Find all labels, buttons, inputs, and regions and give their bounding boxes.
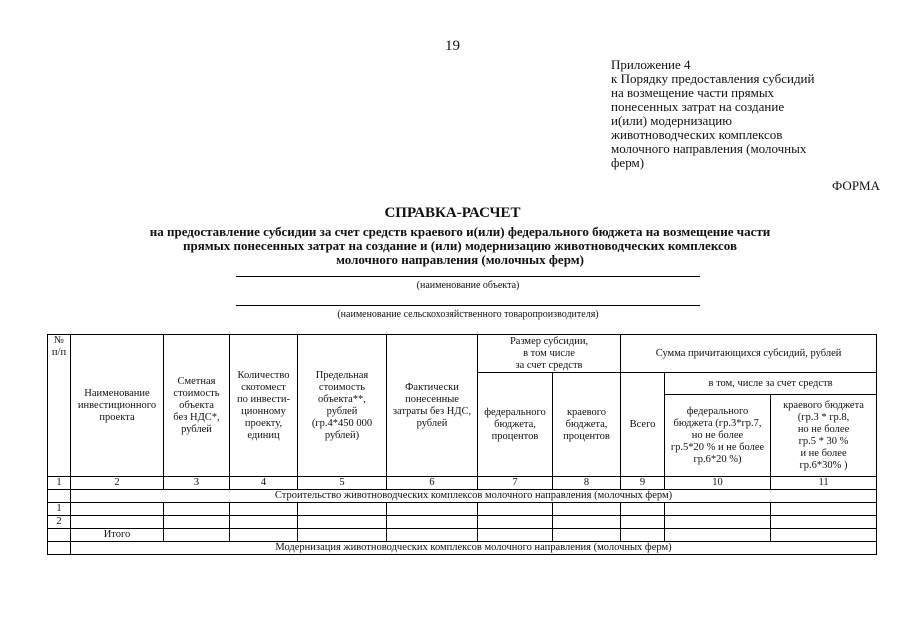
- table-cell: [553, 529, 621, 542]
- column-number: 11: [771, 477, 877, 490]
- header-project: Наименование инвестиционного проекта: [71, 335, 164, 477]
- column-number: 4: [230, 477, 298, 490]
- document-title: СПРАВКА-РАСЧЕТ: [384, 205, 521, 221]
- producer-name-line: [236, 305, 700, 306]
- header-regional-pct: краевого бюджета, процентов: [553, 373, 621, 477]
- table-cell: [298, 503, 387, 516]
- object-name-line: [236, 276, 700, 277]
- column-number: 2: [71, 477, 164, 490]
- column-number: 9: [621, 477, 665, 490]
- table-cell: [553, 516, 621, 529]
- appendix-note: Приложение 4 к Порядку предоставления субсидий на возмещение части прямых понесенных затрат на создание и(или) модернизацию животноводческих комплексов молочного направления (молочных ферм): [611, 57, 815, 170]
- section-construction: Строительство животноводческих комплексов молочного направления (молочных ферм): [71, 490, 877, 503]
- header-including: в том, числе за счет средств: [665, 373, 877, 395]
- header-livestock: Количество скотомест по инвести- ционному проекту, единиц: [230, 335, 298, 477]
- table-cell: [230, 503, 298, 516]
- table-cell: [478, 516, 553, 529]
- producer-name-caption: (наименование сельскохозяйственного товаропроизводителя): [337, 309, 599, 320]
- table-cell: [621, 503, 665, 516]
- header-max-cost: Предельная стоимость объекта**, рублей (гр.4*450 000 рублей): [298, 335, 387, 477]
- header-federal-pct: федерального бюджета, процентов: [478, 373, 553, 477]
- table-cell: [665, 529, 771, 542]
- page-number: 19: [445, 38, 460, 54]
- total-label: Итого: [71, 529, 164, 542]
- header-total: Всего: [621, 373, 665, 477]
- column-number: 10: [665, 477, 771, 490]
- header-cost: Сметная стоимость объекта без НДС*, рублей: [164, 335, 230, 477]
- table-cell: [230, 529, 298, 542]
- column-number: 3: [164, 477, 230, 490]
- header-federal-calc: федерального бюджета (гр.3*гр.7, но не более гр.5*20 % и не более гр.6*20 %): [665, 395, 771, 477]
- column-number: 7: [478, 477, 553, 490]
- table-cell: [771, 529, 877, 542]
- calculation-table: [47, 334, 877, 555]
- table-cell: [387, 529, 478, 542]
- table-cell: [298, 529, 387, 542]
- table-cell: [553, 503, 621, 516]
- table-cell: [387, 516, 478, 529]
- section-empty-cell: [48, 542, 71, 555]
- table-cell: [665, 516, 771, 529]
- section-empty-cell: [48, 490, 71, 503]
- header-regional-calc: краевого бюджета (гр.3 * гр.8, но не более гр.5 * 30 % и не более гр.6*30% ): [771, 395, 877, 477]
- column-number: 1: [48, 477, 71, 490]
- column-number: 8: [553, 477, 621, 490]
- table-cell: [71, 516, 164, 529]
- table-cell: [164, 529, 230, 542]
- column-number: 6: [387, 477, 478, 490]
- table-cell: [71, 503, 164, 516]
- header-actual-costs: Фактически понесенные затраты без НДС, рублей: [387, 335, 478, 477]
- table-cell: [164, 516, 230, 529]
- table-cell: [771, 516, 877, 529]
- table-cell: [621, 529, 665, 542]
- table-cell: [48, 529, 71, 542]
- table-cell: [621, 516, 665, 529]
- section-modernization: Модернизация животноводческих комплексов молочного направления (молочных ферм): [71, 542, 877, 555]
- table-cell: [230, 516, 298, 529]
- form-label: ФОРМА: [832, 178, 880, 193]
- row-number: 1: [48, 503, 71, 516]
- document-subtitle: на предоставление субсидии за счет средств краевого и(или) федерального бюджета на возмещение части прямых понесенных затрат на создание и (или) модернизацию животноводческих комплексов молочного направления (молочных ферм): [149, 224, 771, 267]
- column-number: 5: [298, 477, 387, 490]
- table-cell: [665, 503, 771, 516]
- header-subsidy-size: Размер субсидии, в том числе за счет средств: [478, 335, 621, 373]
- header-num: № п/п: [48, 335, 71, 477]
- table-cell: [478, 503, 553, 516]
- table-cell: [478, 529, 553, 542]
- header-sum-due: Сумма причитающихся субсидий, рублей: [621, 335, 877, 373]
- table-cell: [298, 516, 387, 529]
- object-name-caption: (наименование объекта): [416, 280, 520, 291]
- table-cell: [771, 503, 877, 516]
- row-number: 2: [48, 516, 71, 529]
- table-cell: [387, 503, 478, 516]
- table-cell: [164, 503, 230, 516]
